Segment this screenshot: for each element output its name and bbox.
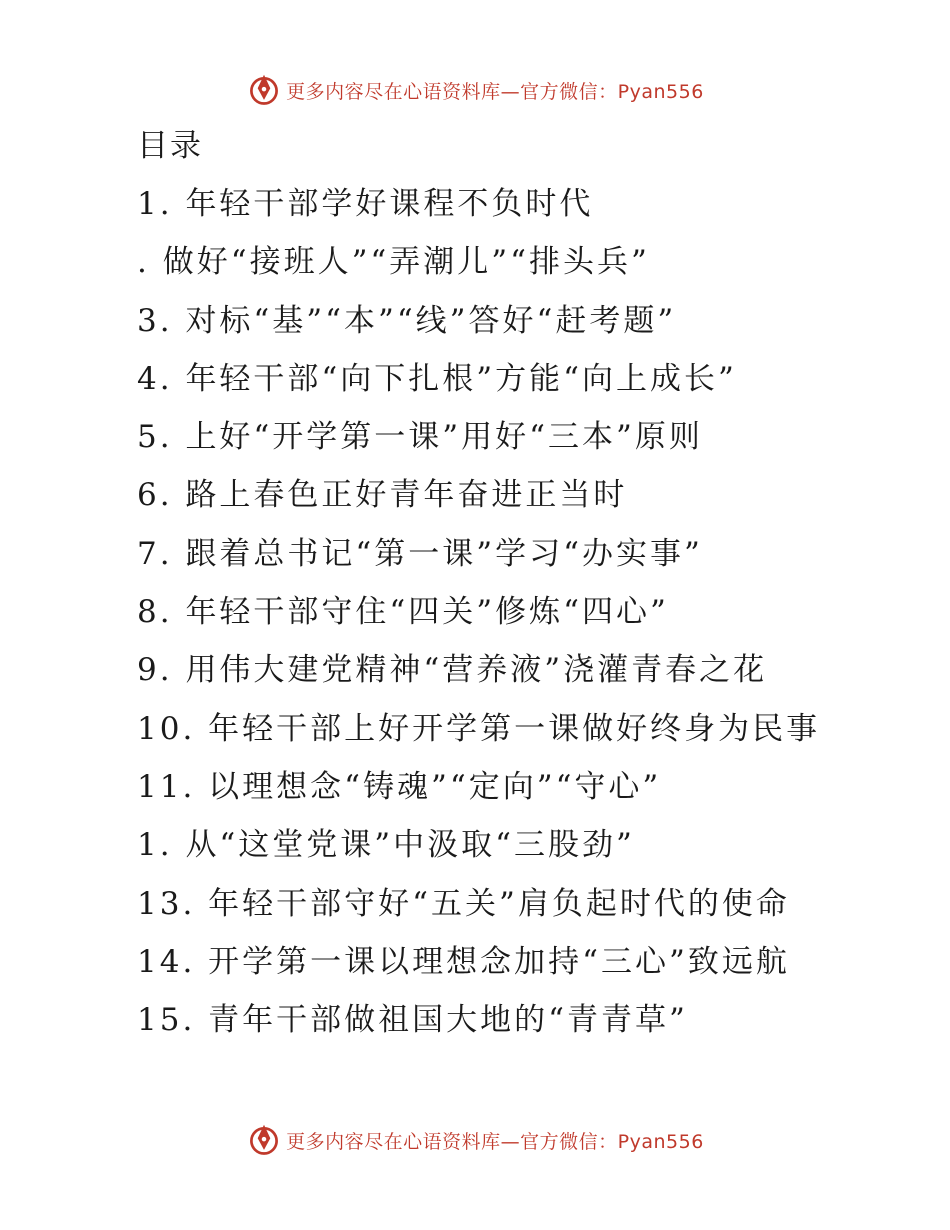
banner-text: 更多内容尽在心语资料库—官方微信：Pyan556 — [286, 80, 704, 103]
footer-banner — [0, 1120, 950, 1160]
toc-item-number: 9. — [137, 652, 173, 689]
toc-item-title: 年轻干部学好课程不负时代 — [185, 186, 594, 222]
spacer — [173, 477, 186, 513]
toc-item-number: 4. — [137, 360, 173, 397]
toc-item — [137, 297, 820, 355]
toc-item-title: 从“这堂党课”中汲取“三股劲” — [185, 827, 635, 864]
pen-nib-circle-icon — [246, 1122, 282, 1158]
spacer — [173, 594, 186, 630]
spacer — [173, 186, 186, 222]
toc-item-number: 14. — [137, 943, 196, 980]
spacer — [195, 711, 208, 747]
toc-item — [137, 821, 820, 879]
table-of-contents — [137, 180, 820, 1054]
spacer — [150, 244, 163, 280]
pen-nib-circle-icon — [246, 72, 282, 108]
toc-item — [137, 588, 820, 646]
toc-item-number: 1. — [137, 186, 173, 222]
toc-item-title: 开学第一课以理想念加持“三心”致远航 — [208, 943, 790, 980]
toc-item-number: 1. — [137, 827, 173, 864]
spacer — [173, 827, 186, 863]
toc-item-title: 路上春色正好青年奋进正当时 — [185, 477, 628, 514]
toc-item — [137, 238, 820, 296]
header-banner — [0, 70, 950, 110]
toc-item-number: 7. — [137, 535, 173, 572]
toc-item — [137, 763, 820, 821]
toc-item-number: 11. — [137, 768, 196, 805]
toc-item-number: 5. — [137, 419, 173, 456]
spacer — [195, 1002, 208, 1038]
toc-item — [137, 996, 820, 1054]
spacer — [173, 419, 186, 455]
toc-item-title: 青年干部做祖国大地的“青青草” — [208, 1002, 688, 1039]
spacer — [195, 886, 208, 922]
toc-item-number: . — [137, 244, 150, 281]
spacer — [195, 769, 208, 805]
toc-item — [137, 180, 820, 238]
toc-item-title: 年轻干部上好开学第一课做好终身为民事 — [208, 710, 821, 747]
page-title: 目录 — [137, 128, 203, 164]
toc-item — [137, 355, 820, 413]
toc-item — [137, 880, 820, 938]
toc-item — [137, 471, 820, 529]
toc-item-number: 15. — [137, 1002, 196, 1039]
toc-item — [137, 938, 820, 996]
toc-item-title: 跟着总书记“第一课”学习“办实事” — [185, 535, 703, 572]
toc-item-title: 年轻干部守好“五关”肩负起时代的使命 — [208, 885, 790, 922]
toc-item-title: 以理想念“铸魂”“定向”“守心” — [208, 768, 662, 805]
toc-item — [137, 413, 820, 471]
toc-item — [137, 530, 820, 588]
toc-item-number: 6. — [137, 477, 173, 514]
toc-item-number: 8. — [137, 594, 173, 631]
banner-text: 更多内容尽在心语资料库—官方微信：Pyan556 — [286, 1130, 704, 1153]
toc-item-title: 用伟大建党精神“营养液”浇灌青春之花 — [185, 652, 768, 689]
toc-item — [137, 705, 820, 763]
toc-item-title: 年轻干部“向下扎根”方能“向上成长” — [185, 360, 737, 397]
spacer — [173, 361, 186, 397]
spacer — [173, 303, 186, 339]
toc-item-title: 上好“开学第一课”用好“三本”原则 — [185, 419, 703, 456]
spacer — [173, 536, 186, 572]
spacer — [173, 652, 186, 688]
spacer — [195, 944, 208, 980]
toc-item-title: 年轻干部守住“四关”修炼“四心” — [185, 594, 669, 631]
toc-item-number: 3. — [137, 302, 173, 339]
toc-item-number: 13. — [137, 885, 196, 922]
toc-item-title: 做好“接班人”“弄潮儿”“排头兵” — [162, 244, 650, 281]
toc-item-number: 10. — [137, 710, 196, 747]
toc-item — [137, 646, 820, 704]
toc-item-title: 对标“基”“本”“线”答好“赶考题” — [185, 302, 677, 339]
